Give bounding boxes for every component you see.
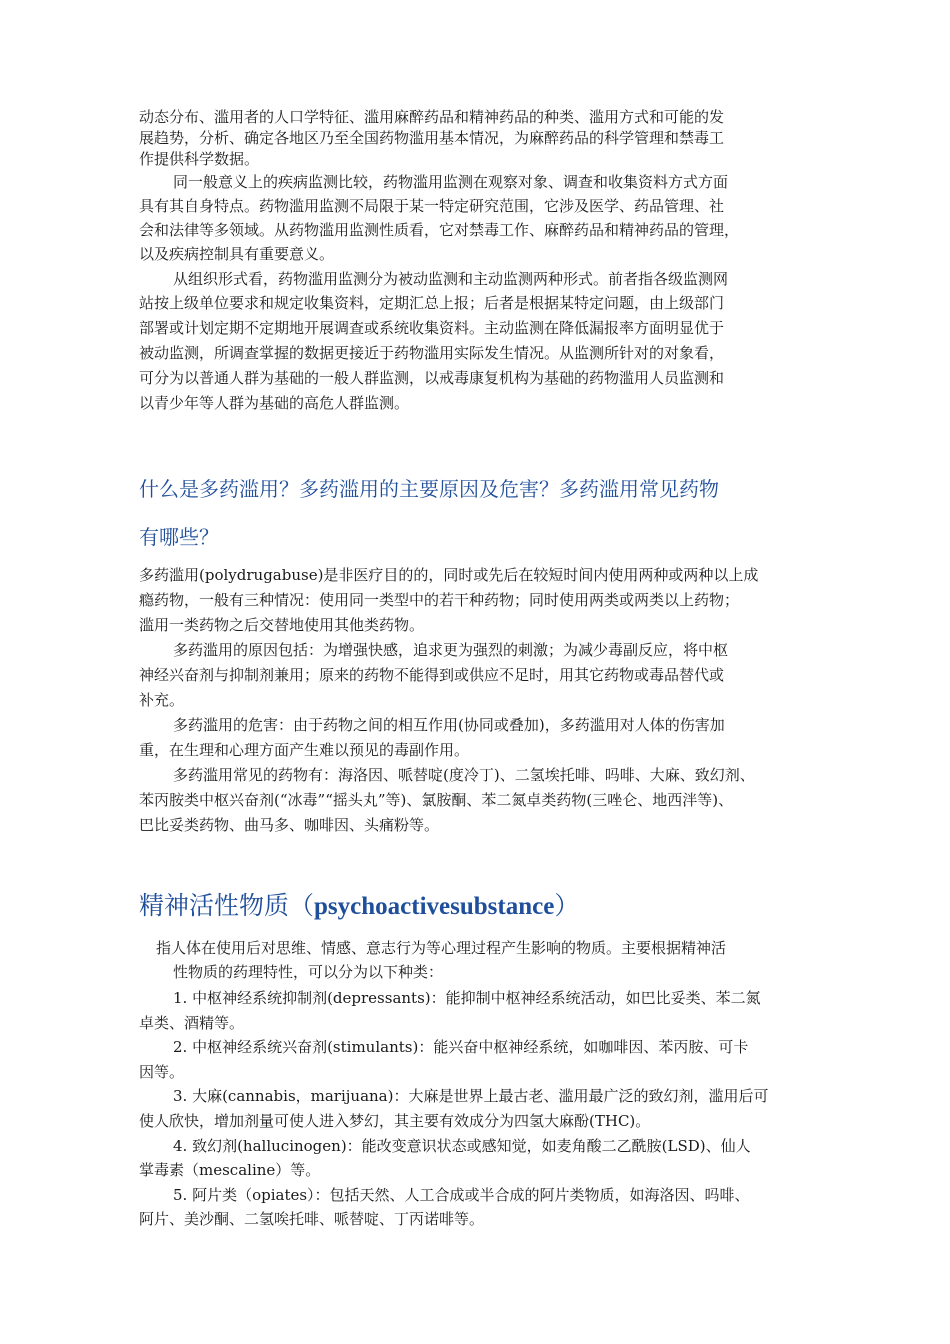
section2-line: 5. 阿片类（opiates）：包括天然、人工合成或半合成的阿片类物质，如海洛因、吗啡、 <box>173 1186 750 1204</box>
intro-line: 作提供科学数据。 <box>139 150 260 168</box>
section1-line: 苯丙胺类中枢兴奋剂(“冰毒”“摇头丸”等)、氯胺酮、苯二氮卓类药物(三唑仑、地西泮等)、 <box>139 791 734 809</box>
heading-close: ） <box>554 891 580 920</box>
intro-line: 部署或计划定期不定期地开展调查或系统收集资料。主动监测在降低漏报率方面明显优于 <box>139 319 725 337</box>
section2-line: 掌毒素（mescaline）等。 <box>139 1161 321 1179</box>
section2-line: 因等。 <box>139 1063 185 1081</box>
intro-line: 展趋势，分析、确定各地区乃至全国药物滥用基本情况，为麻醉药品的科学管理和禁毒工 <box>139 129 725 147</box>
intro-line: 同一般意义上的疾病监测比较，药物滥用监测在观察对象、调查和收集资料方式方面 <box>173 173 729 191</box>
intro-line: 站按上级单位要求和规定收集资料，定期汇总上报；后者是根据某特定问题，由上级部门 <box>139 294 725 312</box>
section2-line: 指人体在使用后对思维、情感、意志行为等心理过程产生影响的物质。主要根据精神活 <box>156 939 727 957</box>
intro-line: 动态分布、滥用者的人口学特征、滥用麻醉药品和精神药品的种类、滥用方式和可能的发 <box>139 108 725 126</box>
intro-line: 以青少年等人群为基础的高危人群监测。 <box>139 394 410 412</box>
section2-line: 阿片、美沙酮、二氢唉托啡、哌替啶、丁丙诺啡等。 <box>139 1210 485 1228</box>
intro-line: 从组织形式看，药物滥用监测分为被动监测和主动监测两种形式。前者指各级监测网 <box>173 270 729 288</box>
section1-line: 神经兴奋剂与抑制剂兼用；原来的药物不能得到或供应不足时，用其它药物或毒品替代或 <box>139 666 725 684</box>
section-heading-psychoactive <box>139 890 579 923</box>
section1-line: 多药滥用(polydrugabuse)是非医疗目的的，同时或先后在较短时间内使用两种或两种以上成 <box>139 566 759 584</box>
heading-en-part: psychoactivesubstance <box>314 893 555 920</box>
section1-line: 瘾药物，一般有三种情况：使用同一类型中的若干种药物；同时使用两类或两类以上药物； <box>139 591 740 609</box>
intro-line: 会和法律等多领域。从药物滥用监测性质看，它对禁毒工作、麻醉药品和精神药品的管理， <box>139 221 740 239</box>
section-heading-polydrug-cont: 有哪些？ <box>139 525 219 549</box>
heading-cn-part: 精神活性物质（ <box>139 891 315 920</box>
section1-line: 补充。 <box>139 691 185 709</box>
section1-line: 多药滥用的危害：由于药物之间的相互作用(协同或叠加)，多药滥用对人体的伤害加 <box>173 716 725 734</box>
section2-line: 2. 中枢神经系统兴奋剂(stimulants)：能兴奋中枢神经系统，如咖啡因、苯丙胺、可卡 <box>173 1038 749 1056</box>
intro-line: 以及疾病控制具有重要意义。 <box>139 245 335 263</box>
section1-line: 重，在生理和心理方面产生难以预见的毒副作用。 <box>139 741 470 759</box>
intro-line: 被动监测，所调查掌握的数据更接近于药物滥用实际发生情况。从监测所针对的对象看， <box>139 344 725 362</box>
section-heading-polydrug: 什么是多药滥用？多药滥用的主要原因及危害？多药滥用常见药物 <box>139 477 719 501</box>
section1-line: 巴比妥类药物、曲马多、咖啡因、头痛粉等。 <box>139 816 440 834</box>
section1-line: 滥用一类药物之后交替地使用其他类药物。 <box>139 616 425 634</box>
section2-line: 3. 大麻(cannabis，marijuana)：大麻是世界上最古老、滥用最广泛的致幻剂，滥用后可 <box>173 1087 769 1105</box>
section1-line: 多药滥用常见的药物有：海洛因、哌替啶(度冷丁)、二氢埃托啡、吗啡、大麻、致幻剂、 <box>173 766 755 784</box>
intro-line: 可分为以普通人群为基础的一般人群监测，以戒毒康复机构为基础的药物滥用人员监测和 <box>139 369 725 387</box>
section1-line: 多药滥用的原因包括：为增强快感，追求更为强烈的刺激；为减少毒副反应，将中枢 <box>173 641 729 659</box>
section2-line: 卓类、酒精等。 <box>139 1014 245 1032</box>
section2-line: 1. 中枢神经系统抑制剂(depressants)：能抑制中枢神经系统活动，如巴比妥类、苯二氮 <box>173 989 761 1007</box>
section2-line: 使人欣快，增加剂量可使人进入梦幻，其主要有效成分为四氢大麻酚(THC)。 <box>139 1112 651 1130</box>
section2-line: 4. 致幻剂(hallucinogen)：能改变意识状态或感知觉，如麦角酸二乙酰胺(LSD)、仙人 <box>173 1137 751 1155</box>
intro-line: 具有其自身特点。药物滥用监测不局限于某一特定研究范围，它涉及医学、药品管理、社 <box>139 197 725 215</box>
section2-line: 性物质的药理特性，可以分为以下种类： <box>173 963 444 981</box>
